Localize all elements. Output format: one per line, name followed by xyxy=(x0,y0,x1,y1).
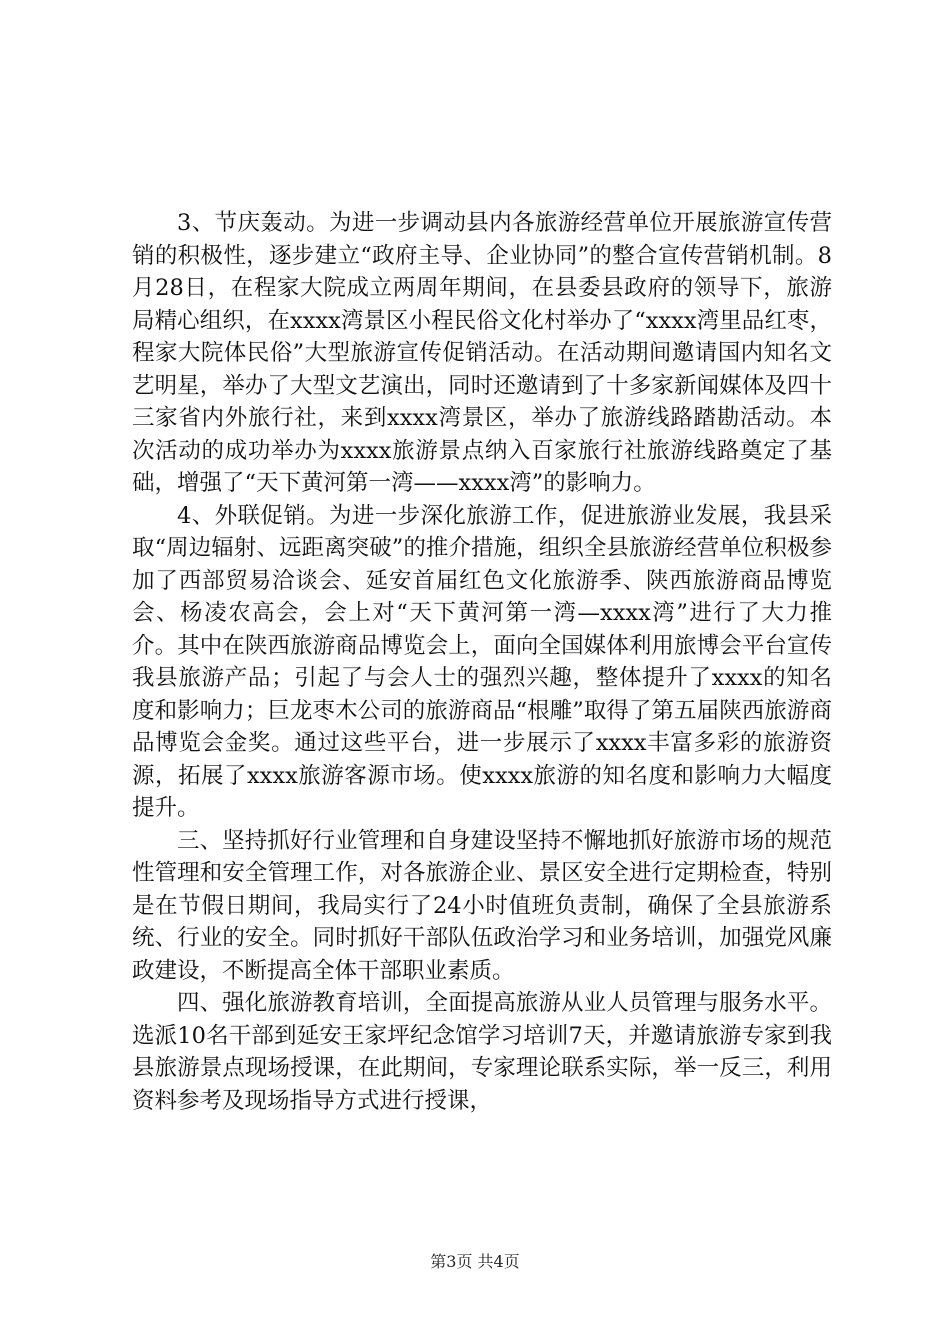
page-number-footer: 第3页 共4页 xyxy=(430,1252,520,1271)
paragraph-festival-promotion: 3、节庆轰动。为进一步调动县内各旅游经营单位开展旅游宣传营销的积极性，逐步建立“政府主导、企业协同”的整合宣传营销机制。8月28日，在程家大院成立两周年期间，在县委县政府的领导下，旅游局精心组织，在xxxx湾景区小程民俗文化村举办了“xxxx湾里品红枣，程家大院体民俗”大型旅游宣传促销活动。在活动期间邀请国内知名文艺明星，举办了大型文艺演出，同时还邀请到了十多家新闻媒体及四十三家省内外旅行社，来到xxxx湾景区，举办了旅游线路踏勘活动。本次活动的成功举办为xxxx旅游景点纳入百家旅行社旅游线路奠定了基础，增强了“天下黄河第一湾——xxxx湾”的影响力。 xyxy=(132,210,832,496)
paragraph-external-promotion: 4、外联促销。为进一步深化旅游工作，促进旅游业发展，我县采取“周边辐射、远距离突破”的推介措施，组织全县旅游经营单位积极参加了西部贸易洽谈会、延安首届红色文化旅游季、陕西旅游商品博览会、杨凌农高会，会上对“天下黄河第一湾—xxxx湾”进行了大力推介。其中在陕西旅游商品博览会上，面向全国媒体利用旅博会平台宣传我县旅游产品；引起了与会人士的强烈兴趣，整体提升了xxxx的知名度和影响力；巨龙枣木公司的旅游商品“根雕”取得了第五届陕西旅游商品博览会金奖。通过这些平台，进一步展示了xxxx丰富多彩的旅游资源，拓展了xxxx旅游客源市场。使xxxx旅游的知名度和影响力大幅度提升。 xyxy=(132,502,832,821)
paragraph-industry-management: 三、坚持抓好行业管理和自身建设坚持不懈地抓好旅游市场的规范性管理和安全管理工作，对各旅游企业、景区安全进行定期检查，特别是在节假日期间，我局实行了24小时值班负责制，确保了全县旅游系统、行业的安全。同时抓好干部队伍政治学习和业务培训，加强党风廉政建设，不断提高全体干部职业素质。 xyxy=(132,827,832,984)
paragraph-education-training: 四、强化旅游教育培训，全面提高旅游从业人员管理与服务水平。选派10名干部到延安王家坪纪念馆学习培训7天，并邀请旅游专家到我县旅游景点现场授课，在此期间，专家理论联系实际，举一反三，利用资料参考及现场指导方式进行授课， xyxy=(132,990,832,1114)
document-body xyxy=(132,207,832,1117)
